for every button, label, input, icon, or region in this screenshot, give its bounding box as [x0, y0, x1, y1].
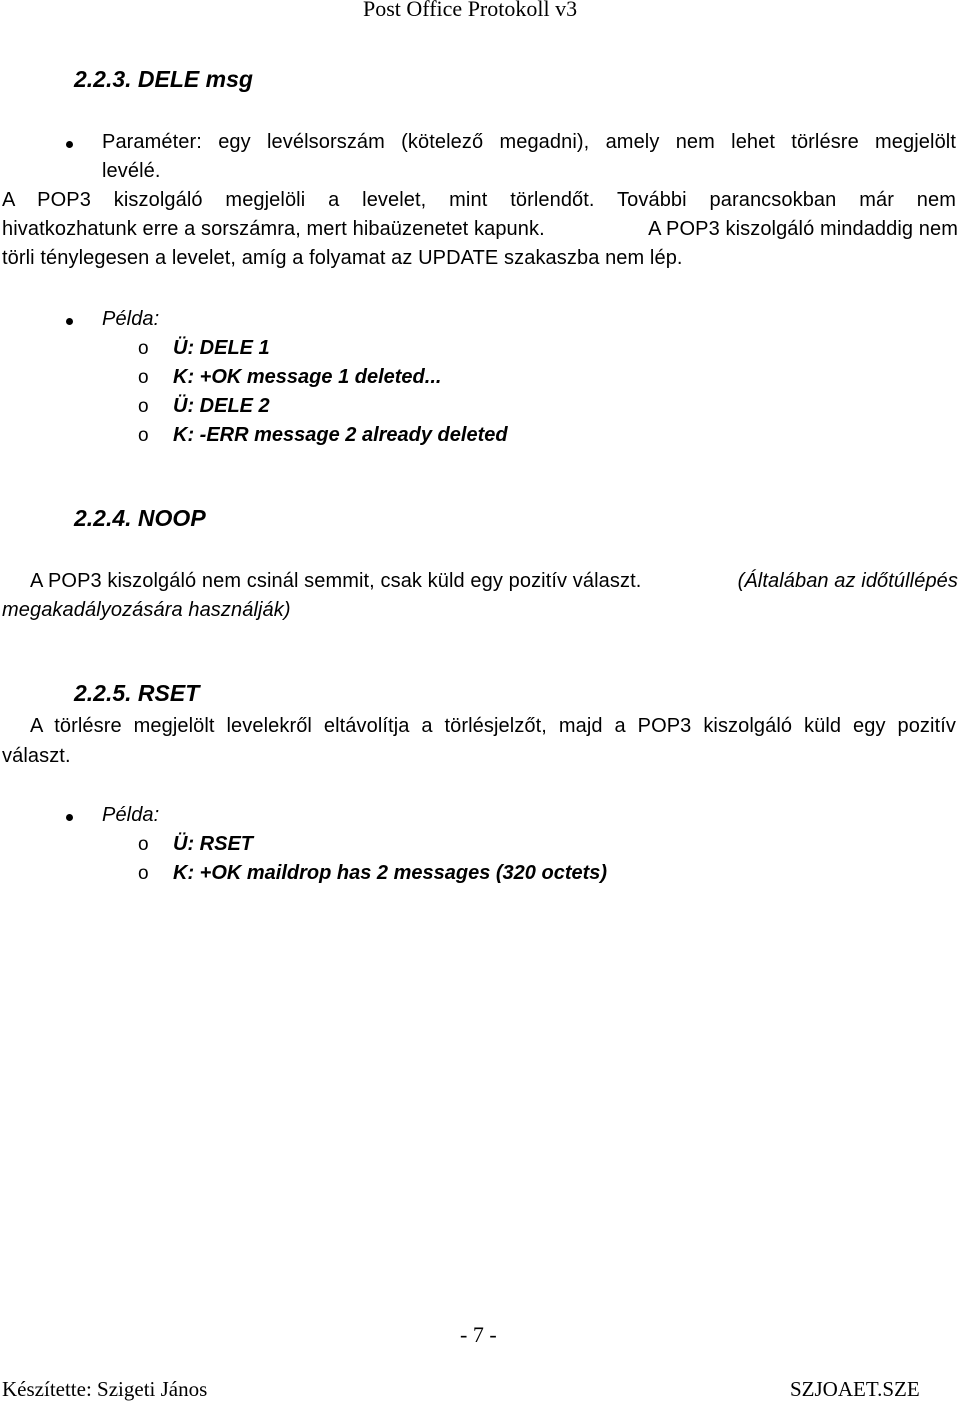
section-heading-noop: 2.2.4. NOOP	[74, 505, 206, 531]
dele-para-line2-part2: A POP3 kiszolgáló mindaddig nem	[648, 218, 958, 240]
footer-author: Készítette: Szigeti János	[2, 1377, 208, 1401]
list-marker-icon: o	[138, 425, 149, 446]
noop-para-line1-part2: (Általában az időtúllépés	[737, 570, 958, 592]
bullet-icon	[66, 141, 73, 148]
dele-example-label: Példa:	[102, 308, 160, 330]
bullet-icon	[66, 814, 73, 821]
page-header-title: Post Office Protokoll v3	[363, 0, 578, 21]
noop-para-line1	[30, 570, 958, 593]
list-marker-icon: o	[138, 863, 149, 884]
dele-example-1: Ü: DELE 1	[173, 337, 270, 359]
rset-para-line2: választ.	[2, 745, 71, 767]
dele-para-line2	[2, 218, 958, 241]
dele-para-line2-part1: hivatkozhatunk erre a sorszámra, mert hibaüzenetet kapunk.	[2, 218, 545, 240]
list-marker-icon: o	[138, 396, 149, 417]
list-marker-icon: o	[138, 367, 149, 388]
dele-param-line1: Paraméter: egy levélsorszám (kötelező megadni), amely nem lehet törlésre megjelölt	[102, 131, 956, 153]
section-heading-dele: 2.2.3. DELE msg	[74, 66, 253, 92]
footer-org: SZJOAET.SZE	[790, 1377, 920, 1401]
dele-param-line2: levélé.	[102, 160, 161, 182]
bullet-icon	[66, 318, 73, 325]
noop-para-line2: megakadályozására használják)	[2, 599, 291, 621]
rset-para-line1: A törlésre megjelölt levelekről eltávolítja a törlésjelzőt, majd a POP3 kiszolgáló küld egy pozitív	[30, 715, 956, 737]
list-marker-icon: o	[138, 834, 149, 855]
noop-para-line1-part1: A POP3 kiszolgáló nem csinál semmit, csak küld egy pozitív választ.	[30, 570, 642, 592]
dele-para-line1: A POP3 kiszolgáló megjelöli a levelet, mint törlendőt. További parancsokban már nem	[2, 189, 956, 211]
rset-example-2: K: +OK maildrop has 2 messages (320 octets)	[173, 862, 608, 884]
dele-example-4: K: -ERR message 2 already deleted	[173, 424, 508, 446]
page-number: - 7 -	[460, 1322, 497, 1347]
dele-example-3: Ü: DELE 2	[173, 395, 270, 417]
section-heading-rset: 2.2.5. RSET	[74, 680, 200, 706]
rset-example-1: Ü: RSET	[173, 833, 253, 855]
rset-example-label: Példa:	[102, 804, 160, 826]
dele-example-2: K: +OK message 1 deleted...	[173, 366, 442, 388]
list-marker-icon: o	[138, 338, 149, 359]
dele-para-line3: törli ténylegesen a levelet, amíg a folyamat az UPDATE szakaszba nem lép.	[2, 247, 683, 269]
